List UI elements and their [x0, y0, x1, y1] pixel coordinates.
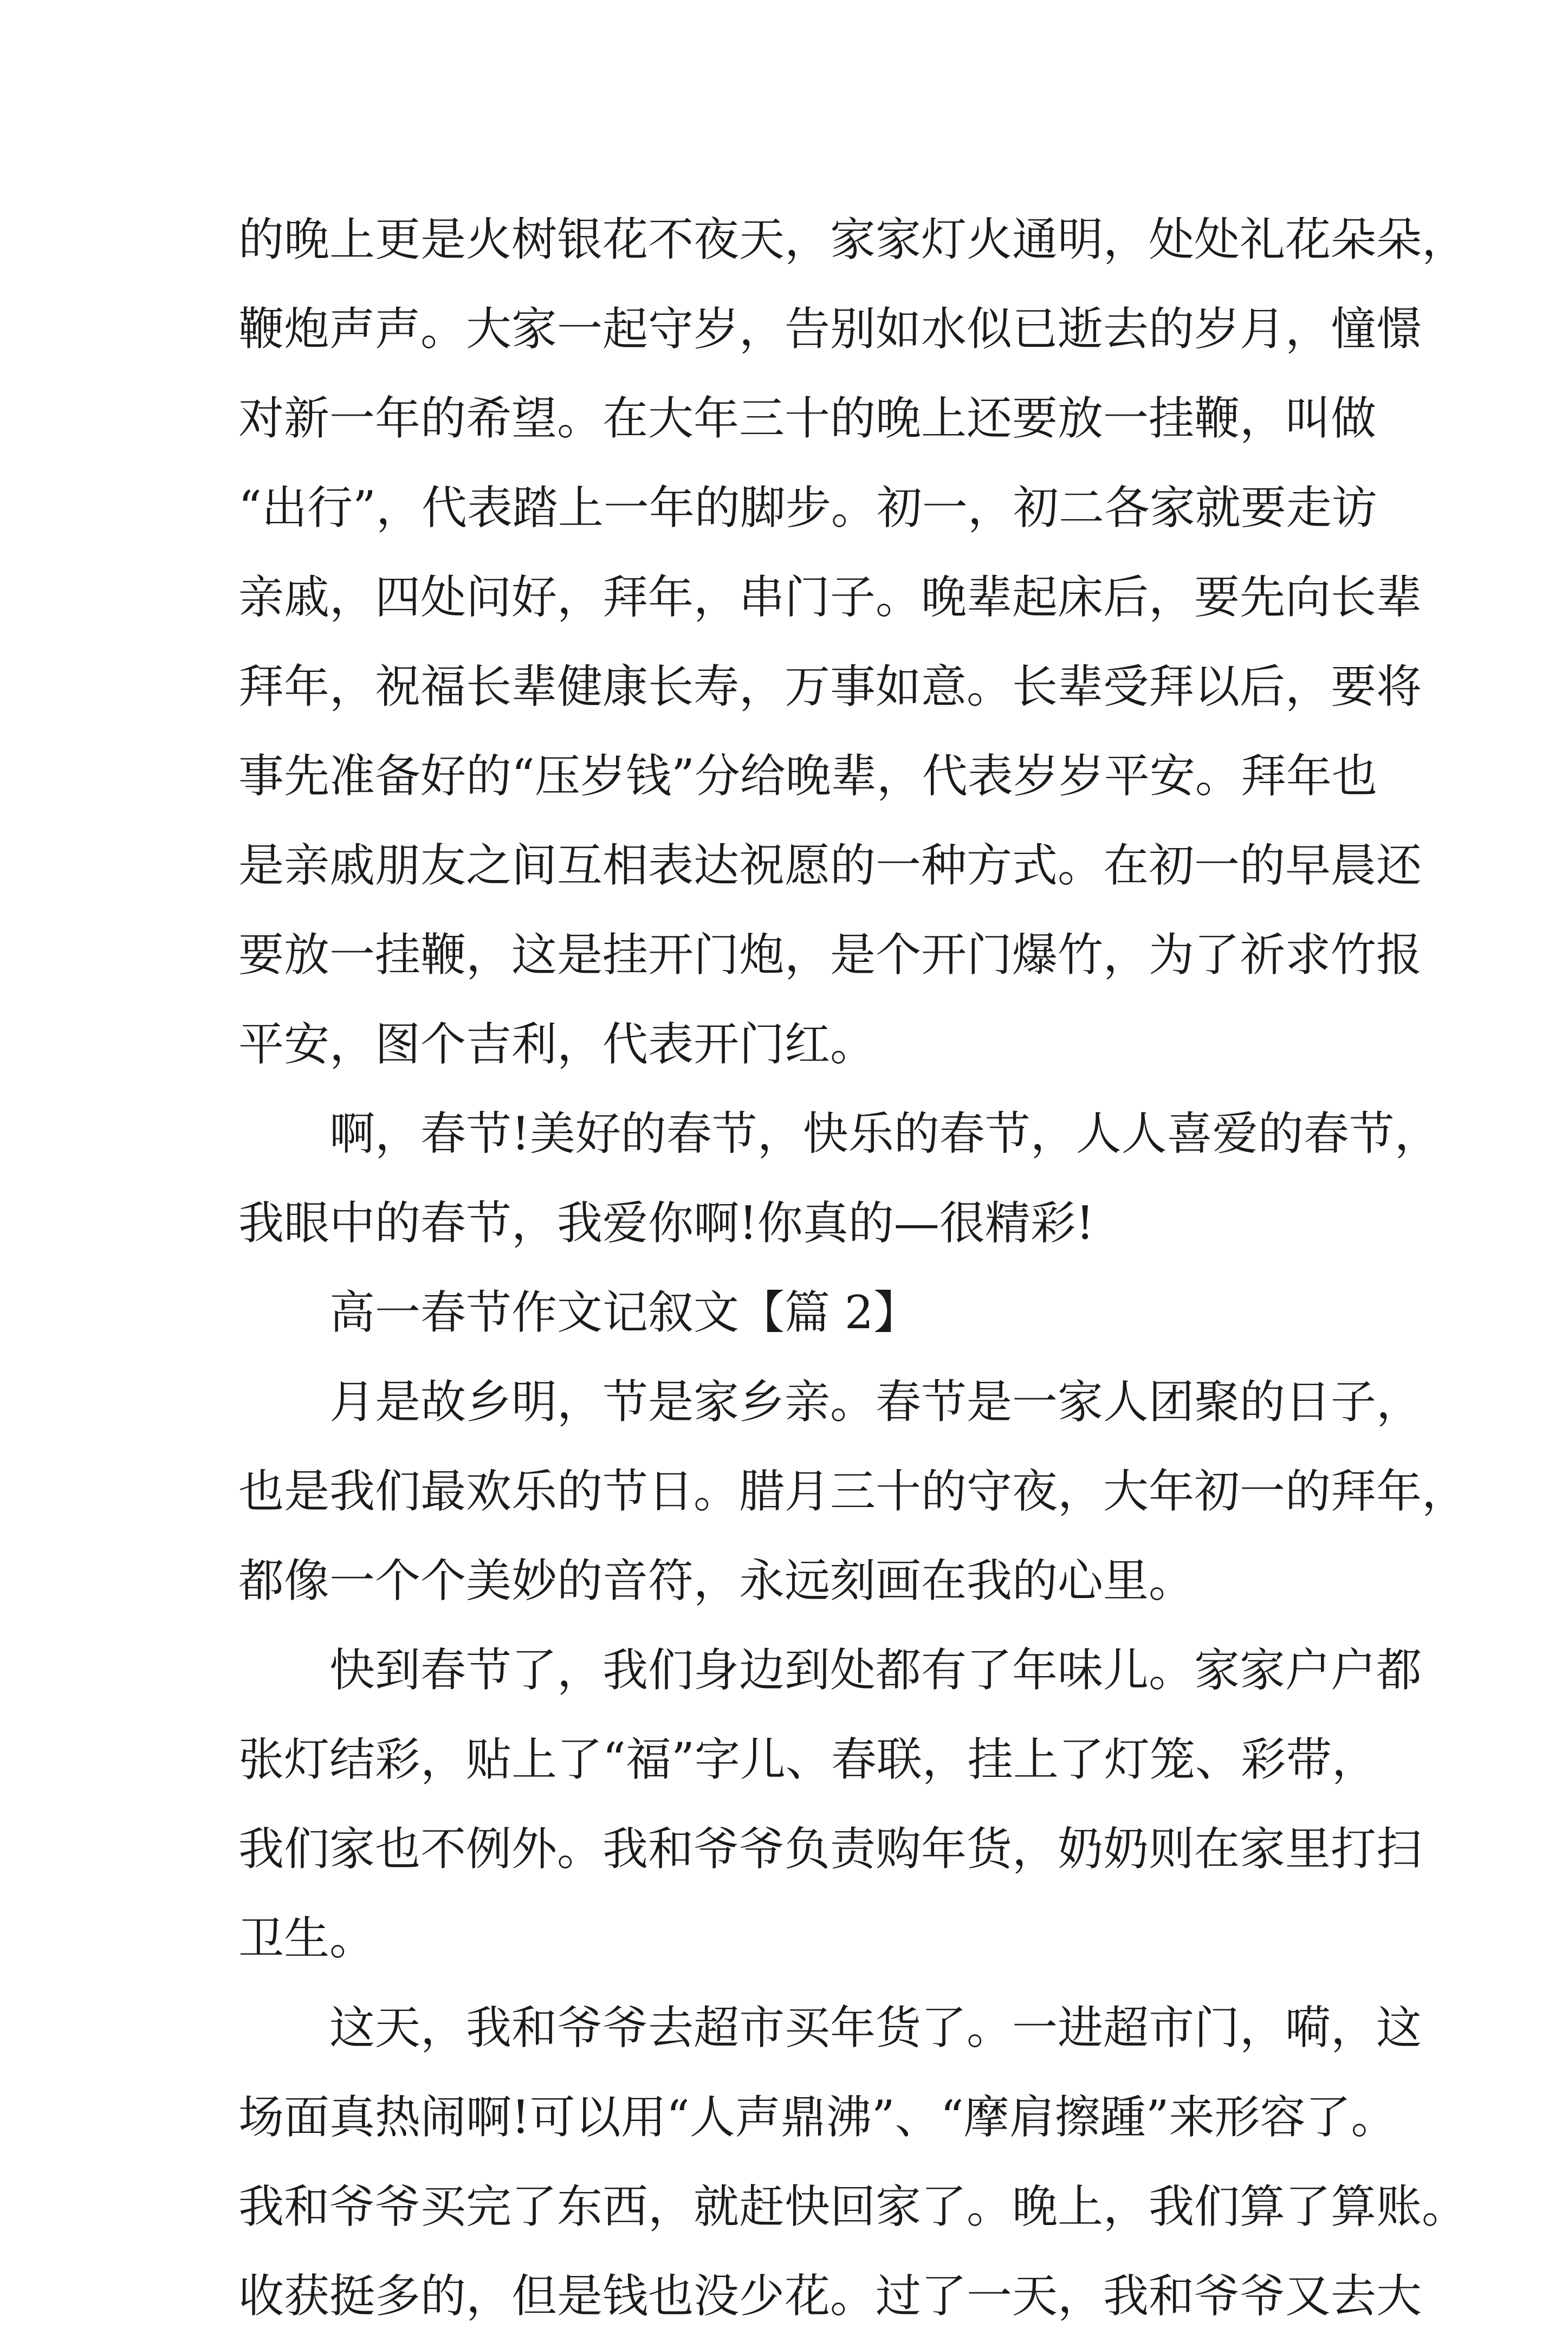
text-line-6: 拜年，祝福长辈健康长寿，万事如意。长辈受拜以后，要将 — [238, 660, 1422, 713]
text-line-21: 这天，我和爷爷去超市买年货了。一进超市门，嗬，这 — [329, 2001, 1422, 2054]
text-line-15: 也是我们最欢乐的节日。腊月三十的守夜，大年初一的拜年， — [238, 1465, 1468, 1518]
text-line-3: 对新一年的希望。在大年三十的晚上还要放一挂鞭，叫做 — [238, 392, 1377, 445]
text-line-7: 事先准备好的“压岁钱”分给晚辈，代表岁岁平安。拜年也 — [238, 749, 1377, 803]
text-line-10: 平安，图个吉利，代表开门红。 — [238, 1018, 876, 1071]
text-line-24: 收获挺多的，但是钱也没少花。过了一天，我和爷爷又去大 — [238, 2269, 1422, 2323]
text-line-19: 我们家也不例外。我和爷爷负责购年货，奶奶则在家里打扫 — [238, 1822, 1422, 1876]
text-line-18: 张灯结彩，贴上了“福”字儿、春联，挂上了灯笼、彩带， — [238, 1733, 1377, 1786]
section-heading: 高一春节作文记叙文【篇 2】 — [329, 1286, 919, 1339]
text-line-20: 卫生。 — [238, 1912, 375, 1965]
text-line-9: 要放一挂鞭，这是挂开门炮，是个开门爆竹，为了祈求竹报 — [238, 928, 1422, 981]
text-line-17: 快到春节了，我们身边到处都有了年味儿。家家户户都 — [329, 1644, 1422, 1697]
text-line-16: 都像一个个美妙的音符，永远刻画在我的心里。 — [238, 1554, 1195, 1607]
text-line-2: 鞭炮声声。大家一起守岁，告别如水似已逝去的岁月，憧憬 — [238, 302, 1422, 355]
text-line-14: 月是故乡明，节是家乡亲。春节是一家人团聚的日子， — [329, 1375, 1422, 1428]
text-line-1: 的晚上更是火树银花不夜天，家家灯火通明，处处礼花朵朵， — [238, 213, 1468, 266]
text-line-12: 我眼中的春节，我爱你啊!你真的—很精彩! — [238, 1197, 1094, 1250]
text-line-23: 我和爷爷买完了东西，就赶快回家了。晚上，我们算了算账。 — [238, 2180, 1468, 2233]
text-line-5: 亲戚，四处问好，拜年，串门子。晚辈起床后，要先向长辈 — [238, 571, 1422, 624]
text-line-22: 场面真热闹啊!可以用“人声鼎沸”、“摩肩擦踵”来形容了。 — [238, 2091, 1397, 2144]
text-line-4: “出行”，代表踏上一年的脚步。初一，初二各家就要走访 — [238, 481, 1377, 534]
text-line-8: 是亲戚朋友之间互相表达祝愿的一种方式。在初一的早晨还 — [238, 839, 1422, 892]
text-line-11: 啊，春节!美好的春节，快乐的春节，人人喜爱的春节， — [329, 1107, 1440, 1160]
document-body — [238, 195, 1468, 2341]
